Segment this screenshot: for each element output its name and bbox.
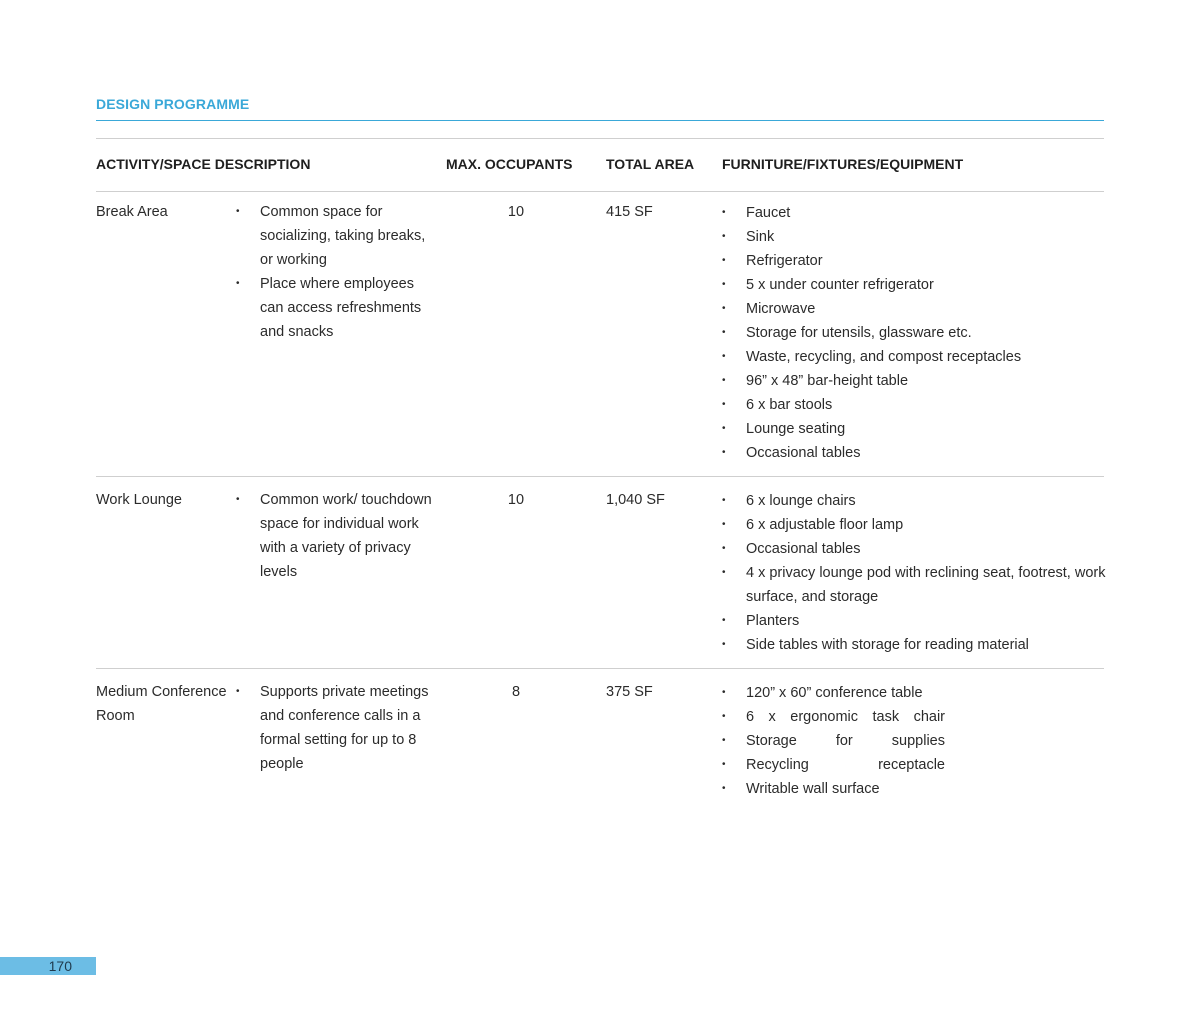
list-item: • 6 x adjustable floor lamp: [722, 513, 1106, 537]
list-item: • Storage for utensils, glassware etc.: [722, 321, 1104, 345]
list-item: • Occasional tables: [722, 537, 1106, 561]
list-item: • 6 x lounge chairs: [722, 489, 1106, 513]
list-item: • Sink: [722, 225, 1104, 249]
space-name: Work Lounge: [96, 492, 182, 508]
description-list: [236, 680, 432, 776]
list-item: • Place where employees can access refreshments and snacks: [236, 272, 432, 344]
furniture-list-justified: [722, 705, 945, 777]
section-title: DESIGN PROGRAMME: [96, 96, 250, 112]
list-item: • Waste, recycling, and compost receptacles: [722, 345, 1104, 369]
list-item: • 6 x ergonomic task chair: [722, 705, 945, 729]
page-number: 170: [48, 958, 72, 974]
list-item: • Microwave: [722, 297, 1104, 321]
area-value: 1,040 SF: [606, 492, 665, 508]
header-occupants: MAX. OCCUPANTS: [446, 156, 573, 172]
list-item: • Recycling receptacle: [722, 753, 945, 777]
furniture-list: [722, 681, 945, 705]
area-value: 415 SF: [606, 204, 653, 220]
header-area: TOTAL AREA: [606, 156, 695, 172]
space-name: Break Area: [96, 204, 168, 220]
list-item: • Side tables with storage for reading material: [722, 633, 1106, 657]
list-item: • 4 x privacy lounge pod with reclining seat, footrest, work surface, and storage: [722, 561, 1106, 609]
list-item: • Refrigerator: [722, 249, 1104, 273]
list-item: • 5 x under counter refrigerator: [722, 273, 1104, 297]
list-item: • Common work/ touchdown space for individual work with a variety of privacy levels: [236, 488, 432, 584]
page-number-tab: [0, 957, 96, 975]
occupants-value: 8: [511, 684, 521, 700]
description-list: [236, 200, 432, 344]
list-item: • Supports private meetings and conference calls in a formal setting for up to 8 people: [236, 680, 432, 776]
header-furniture: FURNITURE/FIXTURES/EQUIPMENT: [722, 156, 964, 172]
occupants-value: 10: [507, 204, 525, 220]
table-top-rule: [96, 138, 1104, 139]
furniture-list: [722, 201, 1104, 465]
list-item: • 6 x bar stools: [722, 393, 1104, 417]
list-item: • Faucet: [722, 201, 1104, 225]
space-name: Medium Conference Room: [96, 684, 227, 724]
list-item: • Planters: [722, 609, 1106, 633]
list-item: • Common space for socializing, taking breaks, or working: [236, 200, 432, 272]
occupants-value: 10: [507, 492, 525, 508]
list-item: • Occasional tables: [722, 441, 1104, 465]
header-activity: ACTIVITY/SPACE DESCRIPTION: [96, 156, 311, 172]
header-rule: [96, 191, 1104, 192]
list-item: • 96” x 48” bar-height table: [722, 369, 1104, 393]
section-title-rule: [96, 120, 1104, 121]
description-list: [236, 488, 432, 584]
list-item: • Writable wall surface: [722, 777, 945, 801]
furniture-list-tail: [722, 777, 945, 801]
list-item: • 120” x 60” conference table: [722, 681, 945, 705]
row-divider: [96, 476, 1104, 477]
list-item: • Lounge seating: [722, 417, 1104, 441]
row-divider: [96, 668, 1104, 669]
furniture-list: [722, 489, 1106, 657]
list-item: • Storage for supplies: [722, 729, 945, 753]
area-value: 375 SF: [606, 684, 653, 700]
